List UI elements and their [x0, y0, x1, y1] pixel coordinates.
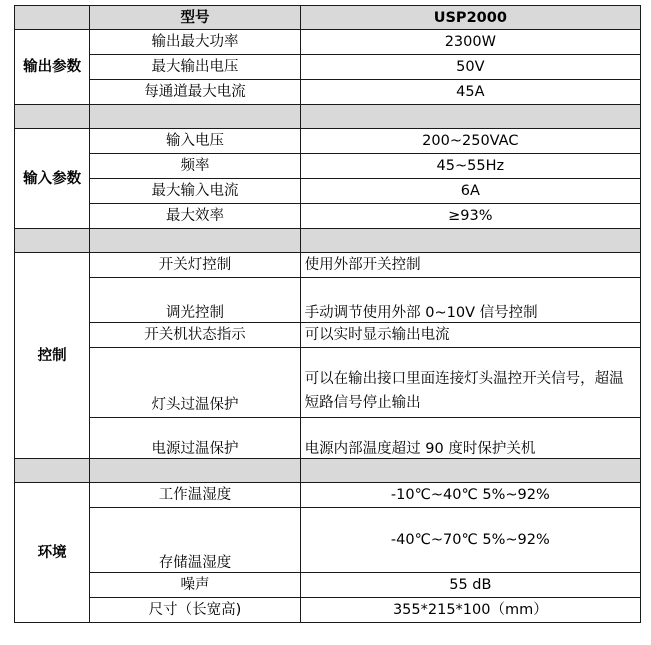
param-label: 频率 [90, 154, 300, 179]
param-label: 存储温湿度 [90, 508, 300, 573]
param-value: 可以实时显示输出电流 [300, 323, 640, 348]
group-label-input: 输入参数 [15, 129, 90, 229]
table-row [15, 80, 641, 105]
param-label: 最大输出电压 [90, 55, 300, 80]
separator-row [15, 229, 641, 253]
table-row [15, 204, 641, 229]
param-value: 6A [300, 179, 640, 204]
table-row [15, 154, 641, 179]
table-row [15, 348, 641, 418]
header-blank-cell [15, 6, 90, 30]
param-value: 45A [300, 80, 640, 105]
header-model-value: USP2000 [300, 6, 640, 30]
param-label: 每通道最大电流 [90, 80, 300, 105]
separator-row [15, 459, 641, 483]
param-label: 噪声 [90, 573, 300, 598]
spec-table [14, 5, 641, 623]
table-row [15, 508, 641, 573]
table-row [15, 418, 641, 459]
table-row [15, 323, 641, 348]
group-label-control: 控制 [15, 253, 90, 459]
param-value: 2300W [300, 30, 640, 55]
param-label: 工作温湿度 [90, 483, 300, 508]
table-row [15, 598, 641, 623]
param-label: 输入电压 [90, 129, 300, 154]
table-row [15, 573, 641, 598]
header-row [15, 6, 641, 30]
param-label: 输出最大功率 [90, 30, 300, 55]
param-value: 45~55Hz [300, 154, 640, 179]
param-value: ≥93% [300, 204, 640, 229]
table-row [15, 179, 641, 204]
param-value: 手动调节使用外部 0~10V 信号控制 [300, 278, 640, 323]
param-value: -40℃~70℃ 5%~92% [300, 508, 640, 573]
separator-row [15, 105, 641, 129]
table-row [15, 253, 641, 278]
param-label: 开关机状态指示 [90, 323, 300, 348]
group-label-environment: 环境 [15, 483, 90, 623]
param-value: 55 dB [300, 573, 640, 598]
group-label-output: 输出参数 [15, 30, 90, 105]
param-label: 尺寸（长宽高) [90, 598, 300, 623]
param-label: 调光控制 [90, 278, 300, 323]
param-value: 电源内部温度超过 90 度时保护关机 [300, 418, 640, 459]
param-label: 灯头过温保护 [90, 348, 300, 418]
table-row [15, 483, 641, 508]
param-value: 200~250VAC [300, 129, 640, 154]
param-value: 可以在输出接口里面连接灯头温控开关信号，超温短路信号停止输出 [300, 348, 640, 418]
param-value: 使用外部开关控制 [300, 253, 640, 278]
param-value: 50V [300, 55, 640, 80]
table-row [15, 129, 641, 154]
param-label: 开关灯控制 [90, 253, 300, 278]
param-label: 最大输入电流 [90, 179, 300, 204]
table-row [15, 30, 641, 55]
param-value: -10℃~40℃ 5%~92% [300, 483, 640, 508]
param-label: 最大效率 [90, 204, 300, 229]
header-model-label: 型号 [90, 6, 300, 30]
table-row [15, 55, 641, 80]
table-row [15, 278, 641, 323]
param-value: 355*215*100（mm） [300, 598, 640, 623]
param-label: 电源过温保护 [90, 418, 300, 459]
